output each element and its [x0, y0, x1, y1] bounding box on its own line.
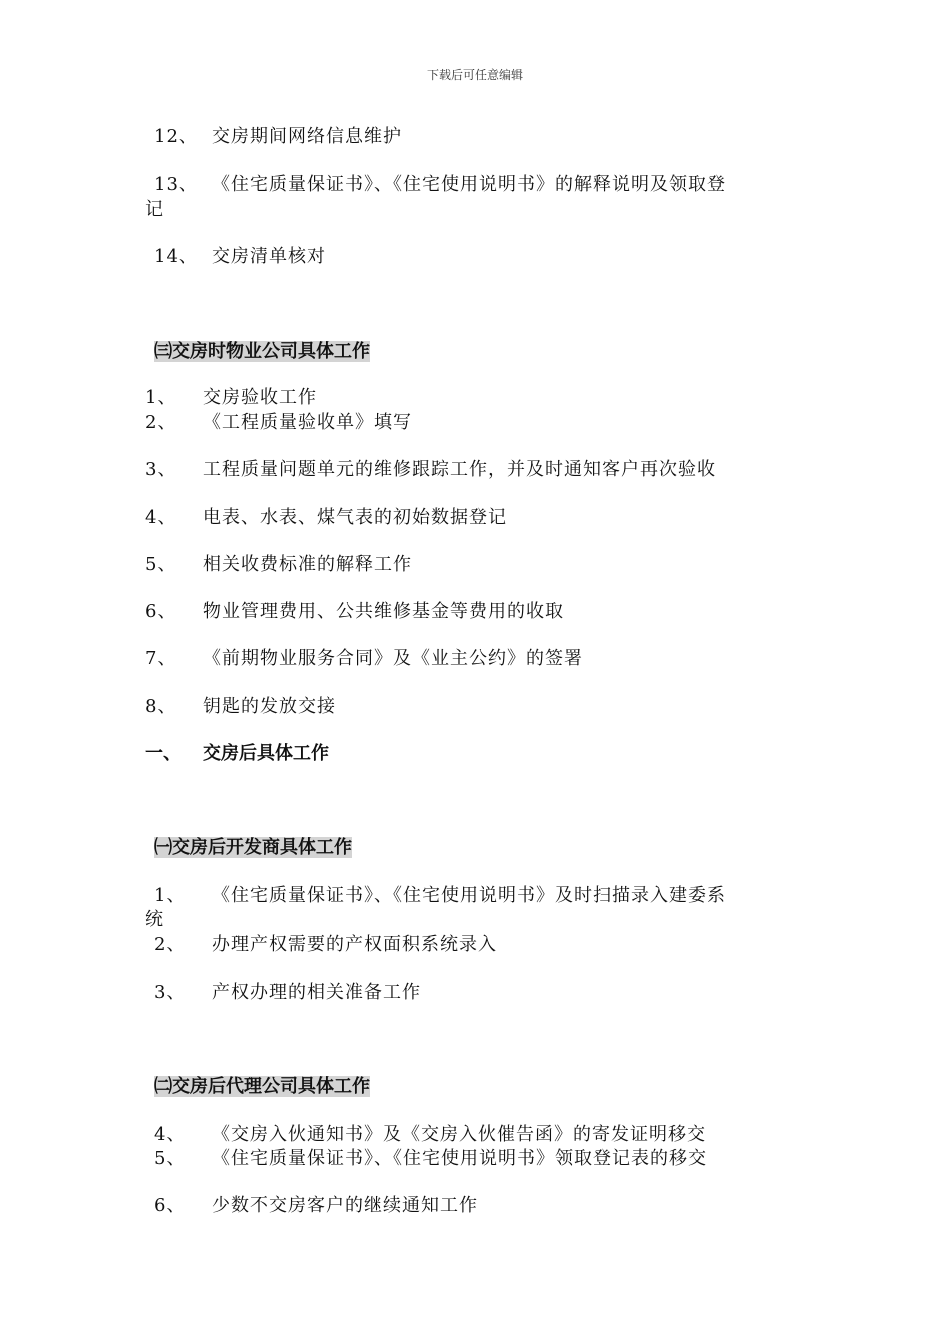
item-text: 《住宅质量保证书》、《住宅使用说明书》及时扫描录入建委系	[212, 885, 726, 906]
item-text: 交房期间网络信息维护	[212, 126, 402, 147]
list-item	[145, 411, 412, 435]
item-text: 《住宅质量保证书》、《住宅使用说明书》领取登记表的移交	[212, 1148, 707, 1169]
item-number: 4、	[145, 507, 177, 528]
item-number: 6、	[154, 1195, 186, 1216]
item-number: 14、	[154, 246, 198, 267]
list-item	[154, 933, 497, 957]
part-heading	[145, 742, 329, 766]
section-title: ㈢交房时物业公司具体工作	[154, 341, 370, 362]
item-number: 12、	[154, 126, 198, 147]
item-continuation: 统	[145, 909, 164, 930]
item-text: 工程质量问题单元的维修跟踪工作，并及时通知客户再次验收	[203, 459, 716, 480]
item-number: 5、	[154, 1148, 186, 1169]
part-number: 一、	[145, 743, 181, 764]
item-number: 1、	[145, 387, 177, 408]
item-text: 物业管理费用、公共维修基金等费用的收取	[203, 601, 564, 622]
item-number: 1、	[154, 885, 186, 906]
item-text: 办理产权需要的产权面积系统录入	[212, 934, 497, 955]
list-item	[154, 173, 726, 197]
section-title: ㈡交房后代理公司具体工作	[154, 1076, 370, 1097]
page-header: 下载后可任意编辑	[426, 68, 523, 82]
item-number: 8、	[145, 696, 177, 717]
item-text: 《住宅质量保证书》、《住宅使用说明书》的解释说明及领取登	[212, 174, 726, 195]
item-text: 《工程质量验收单》填写	[203, 412, 412, 433]
item-number: 3、	[154, 982, 186, 1003]
list-item	[145, 553, 412, 577]
list-item	[154, 125, 402, 149]
list-item	[154, 884, 726, 908]
item-text: 交房清单核对	[212, 246, 326, 267]
section-heading	[154, 836, 352, 860]
section-title: ㈠交房后开发商具体工作	[154, 837, 352, 858]
item-text: 钥匙的发放交接	[203, 696, 336, 717]
item-number: 2、	[154, 934, 186, 955]
list-item	[154, 1194, 478, 1218]
item-number: 7、	[145, 648, 177, 669]
item-text: 少数不交房客户的继续通知工作	[212, 1195, 478, 1216]
list-item	[145, 600, 564, 624]
list-item	[145, 386, 317, 410]
list-item	[145, 458, 716, 482]
item-number: 2、	[145, 412, 177, 433]
item-number: 6、	[145, 601, 177, 622]
list-item	[154, 981, 421, 1005]
item-text: 交房验收工作	[203, 387, 317, 408]
item-text: 《交房入伙通知书》及《交房入伙催告函》的寄发证明移交	[212, 1124, 706, 1145]
item-number: 13、	[154, 174, 198, 195]
part-title: 交房后具体工作	[203, 743, 329, 764]
item-number: 3、	[145, 459, 177, 480]
list-item	[154, 245, 326, 269]
item-number: 5、	[145, 554, 177, 575]
list-item	[145, 695, 336, 719]
item-number: 4、	[154, 1124, 186, 1145]
item-continuation: 记	[145, 199, 164, 220]
item-text: 电表、水表、煤气表的初始数据登记	[203, 507, 507, 528]
list-item	[145, 647, 583, 671]
list-item	[145, 506, 507, 530]
section-heading	[154, 1075, 370, 1099]
item-text: 《前期物业服务合同》及《业主公约》的签署	[203, 648, 583, 669]
section-heading	[154, 340, 370, 364]
item-text: 相关收费标准的解释工作	[203, 554, 412, 575]
list-item	[154, 1147, 707, 1171]
item-text: 产权办理的相关准备工作	[212, 982, 421, 1003]
list-item	[154, 1123, 706, 1147]
